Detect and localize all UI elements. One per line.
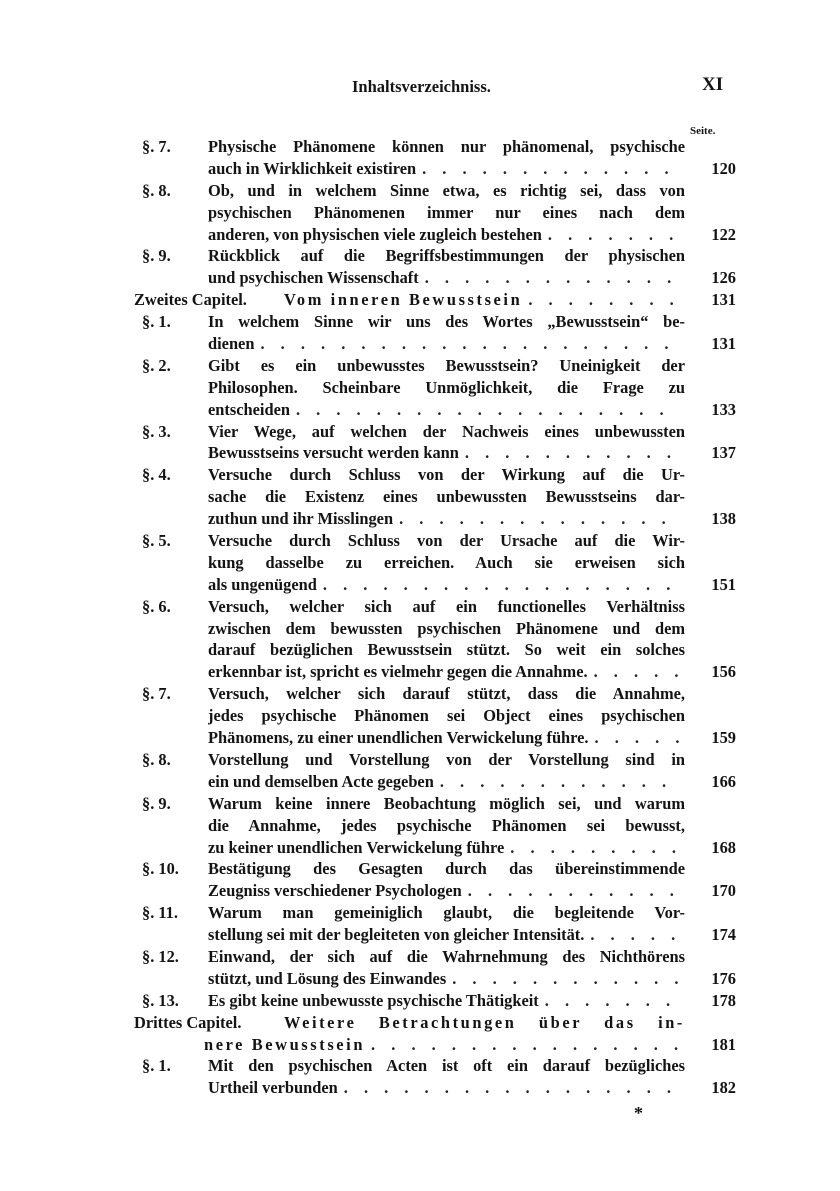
entry-title (208, 858, 685, 902)
entry-line: Warum man gemeiniglich glaubt, die begleitende Vor- (208, 903, 685, 923)
entry-last-line (208, 508, 685, 530)
entry-line: Vier Wege, auf welchen der Nachweis eines unbewussten (208, 421, 685, 441)
section-number: §. 8. (142, 180, 171, 200)
entry-last-line (208, 837, 685, 859)
toc-section-entry (0, 464, 840, 530)
running-head-title: Inhaltsverzeichniss. (352, 77, 491, 96)
page-reference: 170 (711, 881, 736, 901)
entry-title (208, 902, 685, 946)
toc-section-entry (0, 180, 840, 246)
entry-line: Rückblick auf die Begriffsbestimmungen der physischen (208, 246, 685, 266)
page-reference: 174 (711, 925, 736, 945)
entry-line: stellung sei mit der begleiteten von gleicher Intensität. (208, 925, 585, 945)
chapter-heading: Drittes Capitel. (134, 1012, 242, 1032)
dot-leader (545, 990, 679, 1012)
entry-title (208, 136, 685, 180)
section-number: §. 1. (142, 1056, 171, 1076)
entry-line: anderen, von physischen viele zugleich bestehen (208, 224, 542, 244)
dot-leader (260, 333, 679, 355)
section-number: §. 4. (142, 465, 171, 485)
entry-line: entscheiden (208, 399, 290, 419)
dot-leader (344, 1077, 679, 1099)
entry-last-line (208, 661, 685, 683)
entry-last-line (208, 399, 685, 421)
section-number: §. 2. (142, 355, 171, 375)
dot-leader (510, 837, 679, 859)
dot-leader (528, 289, 679, 311)
entry-line: Vom inneren Bewusstsein (284, 290, 523, 310)
dot-leader (371, 1034, 679, 1056)
table-of-contents (0, 136, 840, 1099)
entry-last-line (208, 1077, 685, 1099)
running-head-page-number: XI (702, 74, 724, 95)
page-reference: 120 (711, 158, 736, 178)
toc-section-entry (0, 596, 840, 684)
entry-line: Versuche durch Schluss von der Wirkung auf die Ur- (208, 465, 685, 485)
entry-title (208, 355, 685, 421)
entry-last-line (208, 224, 685, 246)
entry-line: Versuch, welcher sich auf ein functionelles Verhältniss (208, 596, 685, 616)
section-number: §. 10. (142, 859, 179, 879)
entry-last-line (208, 727, 685, 749)
page-reference: 159 (711, 728, 736, 748)
entry-last-line (208, 771, 685, 793)
entry-line: erkennbar ist, spricht es vielmehr gegen die Annahme. (208, 662, 588, 682)
section-number: §. 8. (142, 749, 171, 769)
entry-line: zuthun und ihr Misslingen (208, 509, 394, 529)
entry-title (208, 311, 685, 355)
section-number: §. 11. (142, 903, 178, 923)
entry-line: Phänomens, zu einer unendlichen Verwickelung führe. (208, 728, 589, 748)
section-number: §. 5. (142, 531, 171, 551)
page-reference: 137 (711, 443, 736, 463)
toc-section-entry (0, 946, 840, 990)
entry-title (208, 793, 685, 859)
entry-line: nere Bewusstsein (204, 1034, 366, 1054)
page-reference: 166 (711, 771, 736, 791)
toc-section-entry (0, 355, 840, 421)
entry-title (208, 683, 685, 749)
page-reference: 151 (711, 574, 736, 594)
entry-last-line (208, 158, 685, 180)
signature-mark: * (634, 1103, 643, 1123)
entry-line: und psychischen Wissenschaft (208, 268, 419, 288)
page-reference: 181 (711, 1034, 736, 1054)
entry-title (208, 990, 685, 1012)
toc-section-entry (0, 683, 840, 749)
section-number: §. 9. (142, 246, 171, 266)
entry-title (208, 180, 685, 246)
entry-title (208, 421, 685, 465)
entry-line: zwischen dem bewussten psychischen Phänomene und dem (208, 618, 685, 638)
section-number: §. 12. (142, 946, 179, 966)
entry-line: Bewusstseins versucht werden kann (208, 443, 459, 463)
entry-line: Bestätigung des Gesagten durch das übereinstimmende (208, 859, 685, 879)
toc-section-entry (0, 136, 840, 180)
entry-last-line (208, 924, 685, 946)
section-number: §. 6. (142, 596, 171, 616)
entry-line: dienen (208, 334, 255, 354)
entry-line: Urtheil verbunden (208, 1078, 338, 1098)
entry-line: darauf bezüglichen Bewusstsein stützt. So weit ein solches (208, 640, 685, 660)
entry-title (208, 749, 685, 793)
dot-leader (422, 158, 679, 180)
entry-title (208, 946, 685, 990)
section-number: §. 7. (142, 684, 171, 704)
entry-line: Gibt es ein unbewusstes Bewusstsein? Uneinigkeit der (208, 355, 685, 375)
entry-title (208, 464, 685, 530)
section-number: §. 3. (142, 421, 171, 441)
dot-leader (468, 880, 679, 902)
entry-line: Warum keine innere Beobachtung möglich sei, und warum (208, 793, 685, 813)
entry-line: Einwand, der sich auf die Wahrnehmung des Nichthörens (208, 946, 685, 966)
entry-last-line (208, 333, 685, 355)
page-reference: 182 (711, 1078, 736, 1098)
entry-line: zu keiner unendlichen Verwickelung führe (208, 837, 505, 857)
entry-line: als ungenügend (208, 574, 317, 594)
entry-last-line (208, 574, 685, 596)
page-reference: 138 (711, 509, 736, 529)
entry-line: ein und demselben Acte gegeben (208, 771, 434, 791)
section-number: §. 9. (142, 793, 171, 813)
page-reference: 176 (711, 968, 736, 988)
dot-leader (425, 267, 679, 289)
page-reference: 126 (711, 268, 736, 288)
dot-leader (296, 399, 679, 421)
page-column-label: Seite. (690, 125, 716, 137)
toc-section-entry (0, 311, 840, 355)
page-reference: 133 (711, 399, 736, 419)
toc-chapter-entry (0, 1012, 840, 1056)
toc-section-entry (0, 793, 840, 859)
toc-section-entry (0, 902, 840, 946)
entry-line: Zeugniss verschiedener Psychologen (208, 881, 462, 901)
toc-section-entry (0, 1055, 840, 1099)
entry-last-line (134, 1034, 685, 1056)
entry-line: Vorstellung und Vorstellung von der Vorstellung sind in (208, 749, 685, 769)
entry-line: die Annahme, jedes psychische Phänomen sei bewusst, (208, 815, 685, 835)
dot-leader (399, 508, 679, 530)
entry-line: Versuch, welcher sich darauf stützt, dass die Annahme, (208, 684, 685, 704)
page-reference: 178 (711, 990, 736, 1010)
entry-last-line (208, 267, 685, 289)
page-reference: 122 (711, 224, 736, 244)
toc-section-entry (0, 530, 840, 596)
entry-line: auch in Wirklichkeit existiren (208, 158, 417, 178)
dot-leader (452, 968, 679, 990)
entry-line: Versuche durch Schluss von der Ursache auf die Wir- (208, 531, 685, 551)
entry-last-line (208, 990, 685, 1012)
entry-line: sache die Existenz eines unbewussten Bewusstseins dar- (208, 487, 685, 507)
entry-line: stützt, und Lösung des Einwandes (208, 968, 447, 988)
page-reference: 131 (711, 334, 736, 354)
entry-title (208, 1055, 685, 1099)
toc-chapter-entry (0, 289, 840, 311)
section-number: §. 1. (142, 312, 171, 332)
page-reference: 168 (711, 837, 736, 857)
toc-section-entry (0, 749, 840, 793)
entry-line: jedes psychische Phänomen sei Object eines psychischen (208, 706, 685, 726)
section-number: §. 13. (142, 990, 179, 1010)
toc-section-entry (0, 990, 840, 1012)
page-reference: 156 (711, 662, 736, 682)
dot-leader (595, 727, 679, 749)
toc-section-entry (0, 858, 840, 902)
page-reference: 131 (711, 290, 736, 310)
entry-last-line (208, 968, 685, 990)
entry-line: Physische Phänomene können nur phänomenal, psychische (208, 137, 685, 156)
entry-line: Mit den psychischen Acten ist oft ein darauf bezügliches (208, 1056, 685, 1076)
entry-title (208, 596, 685, 684)
entry-last-line (208, 442, 685, 464)
entry-line: kung dasselbe zu erreichen. Auch sie erweisen sich (208, 552, 685, 572)
dot-leader (465, 442, 679, 464)
dot-leader (323, 574, 679, 596)
dot-leader (590, 924, 679, 946)
dot-leader (440, 771, 679, 793)
entry-line: Weitere Betrachtungen über das in- (284, 1012, 685, 1032)
entry-line: In welchem Sinne wir uns des Wortes „Bewusstsein“ be- (208, 312, 685, 332)
entry-line: psychischen Phänomenen immer nur eines nach dem (208, 202, 685, 222)
dot-leader (548, 224, 679, 246)
entry-line: Philosophen. Scheinbare Unmöglichkeit, die Frage zu (208, 377, 685, 397)
section-number: §. 7. (142, 137, 171, 156)
toc-section-entry (0, 421, 840, 465)
entry-line: Es gibt keine unbewusste psychische Thätigkeit (208, 990, 539, 1010)
entry-title (208, 530, 685, 596)
chapter-heading: Zweites Capitel. (134, 290, 247, 310)
entry-last-line (208, 880, 685, 902)
entry-title (208, 245, 685, 289)
entry-line: Ob, und in welchem Sinne etwa, es richtig sei, dass von (208, 180, 685, 200)
toc-section-entry (0, 245, 840, 289)
dot-leader (594, 661, 679, 683)
